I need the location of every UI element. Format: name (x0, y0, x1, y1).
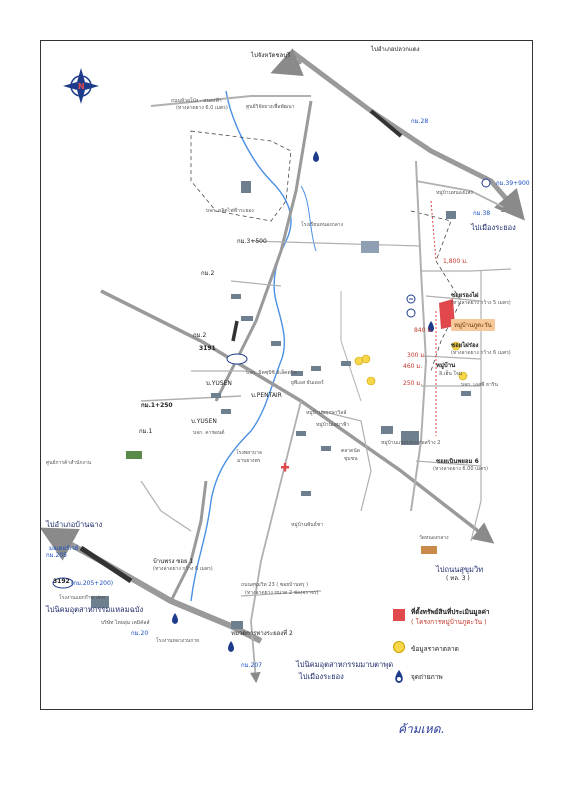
label-village-a: หมู่บ้าน (436, 362, 456, 369)
label-km28: กม.28 (411, 118, 429, 125)
label-km39-900: กม.39+900 (496, 180, 530, 187)
market-dot-3 (362, 355, 370, 363)
label-sukhumvit-num: ( ทล. 3 ) (446, 575, 470, 582)
label-market: ตลาดนัด (341, 448, 361, 454)
label-road-nong-pho: ถนนห้วยโป่ง - หนองฟ้า (171, 98, 222, 104)
highway-main (291, 51, 521, 216)
label-soi-name-1: ซอยรองไผ่ (451, 292, 479, 299)
label-village-e: หมู่บ้านพันธ์ชา (291, 522, 323, 528)
label-nong-kla-school: โรงเรียนหนองกลาง (301, 222, 344, 228)
label-to-rayong-south: ไปเมืองระยอง (299, 672, 344, 681)
legend-photo-point: จุดถ่ายภาพ (411, 673, 443, 681)
label-company-z: บจก. คาชอนต์ (193, 430, 225, 436)
highway-main-cont (276, 61, 301, 71)
fuel-icon-1 (313, 151, 319, 162)
label-km2: กม.2 (201, 270, 215, 277)
label-center-x: ศูนย์การค้าสำนักงาน (46, 460, 92, 466)
road-vert-east (471, 271, 481, 541)
fuel-icon-2 (172, 613, 178, 624)
label-to-sukhumvit: ไปถนนสุขุมวิท (436, 565, 484, 574)
label-km2-lower: กม.2 (193, 332, 207, 339)
photo-point-1 (407, 295, 415, 303)
legend-market-swatch (393, 641, 405, 653)
legend-subject-swatch (393, 609, 405, 621)
label-soi-main-w: (ทางลาดยาง 6.00 เมตร) (433, 466, 488, 472)
subject-tag: หมู่บ้านภูตะวัน (451, 319, 495, 331)
label-village-a2: ลิ.เฮ็น ใจน (439, 371, 463, 377)
label-road-sukhumvit-soi: ถนนสุขุมวิท 23 ( ซอยบ้านพรุ ) (241, 582, 309, 588)
label-village-c: หมู่บ้านพฤกษาวิลล์ (306, 410, 347, 416)
svg-text:N: N (78, 82, 85, 91)
label-km20: กม.20 (131, 630, 149, 637)
legend-subject-sub: ( โครงการหมู่บ้านภูตะวัน ) (411, 618, 487, 626)
compass-icon (63, 68, 99, 104)
legend-photo-icon (392, 669, 406, 685)
label-company-y: ยูพีเอส ธันเดอร์ (291, 380, 324, 386)
motorway-up (171, 481, 206, 601)
label-road-sukhumvit-soi-w: (ทางลาดยาง ขนาด 2 ช่องจราจร) (245, 590, 319, 596)
road-east-2 (421, 269, 511, 271)
label-hospital: โรงพยาบาล (236, 450, 262, 456)
label-to-ban-chang: ไปอำเภอบ้านฉาง (46, 520, 103, 529)
label-soi-name-2: ซอยไผ่ร่อง (451, 342, 479, 349)
label-company-x: บจก. มิตซุบิชิ อิเล็คตริค (246, 370, 297, 376)
label-d-460: 460 ม. (403, 363, 423, 370)
label-hospital2: มาบยางพร (237, 458, 261, 464)
label-village-b: หมู่บ้านแหลมทองก่อสร้าง 2 (381, 440, 441, 446)
label-u-yusen: บ.YUSEN (206, 380, 232, 387)
road-mid-1 (251, 241, 421, 246)
label-company-north: บจก. ผลิตไฟฟ้าระยอง (206, 208, 254, 214)
map-frame (40, 40, 533, 710)
label-village-nongsaeng: หมู่บ้านหนองแสง (436, 190, 473, 196)
photo-point-2 (407, 309, 415, 317)
label-u-yusen2: บ.YUSEN (191, 418, 217, 425)
legend-subject-title: ที่ตั้งทรัพย์สินที่ประเมินมูลค่า (411, 608, 490, 616)
label-nong-bua: หมวดการทางระยองที่ 2 (231, 630, 293, 637)
label-rubber-research: ศูนย์วิจัยยางเพื่อพัฒนา (246, 104, 295, 110)
label-d-250: 250 ม. (403, 380, 423, 387)
label-u-pentair: บ.PENTAIR (251, 392, 282, 399)
label-km38: กม.38 (473, 210, 491, 217)
label-gas-station: โรงงานแยกก๊าซ ปตท. (59, 595, 107, 601)
label-company-pj: บจก. เอสพี ธาริน (461, 382, 498, 388)
label-km3-500: กม.3+500 (237, 238, 267, 245)
label-sb-company: บริษัท ไทยลุ่ม เคมิคัลส์ (101, 620, 150, 626)
label-road-3192: 3192 (53, 578, 70, 585)
label-market2: ชุมชน (344, 456, 358, 462)
label-d-840: 840 ม. (414, 327, 434, 334)
badge-3191 (227, 354, 247, 364)
label-d-300: 300 ม. (407, 352, 427, 359)
road-soi2 (424, 356, 481, 359)
road-west-mid (141, 396, 241, 401)
road-west-local (141, 481, 191, 531)
signature: ค้ามเหด. (398, 722, 445, 736)
label-temple: วัดหนองกลาง (419, 535, 449, 541)
label-factory-south: โรงงานหลวงวนกาย (156, 638, 200, 644)
legend-market-data: ข้อมูลราคาตลาด (411, 645, 459, 653)
label-to-industrial: ไปนิคมอุตสาหกรรมแหลมฉบัง (46, 605, 144, 614)
label-left-road: มอเตอร์เวย์ (49, 545, 79, 552)
label-ban-phrong-w: (ทางลาดยาง กว้าง 6 เมตร) (153, 566, 213, 572)
label-left-km: (กม.205+200) (71, 580, 114, 587)
label-km1-250: กม.1+250 (141, 402, 173, 409)
label-km207: กม.207 (241, 662, 262, 669)
label-left-km2: กม.205 (46, 552, 67, 559)
label-to-chonburi: ไปจังหวัดชลบุรี (251, 52, 291, 59)
label-road-3191: 3191 (199, 345, 216, 352)
label-to-map-ta-phut: ไปนิคมอุตสาหกรรมมาบตาพุด (296, 660, 394, 669)
distance-dashed-2 (431, 201, 436, 261)
label-village-d: หมู่บ้านเสมาฟ้า (316, 422, 350, 428)
label-road-nong-pho-w: (ทางลาดยาง 6.0 เมตร) (176, 105, 228, 111)
label-soi-name-1-w: (ทางลาดยาง กว้าง 5 เมตร) (451, 300, 511, 306)
market-dot-4 (367, 377, 375, 385)
label-ban-phrong: บ้านพรง ซอย 1 (153, 558, 194, 565)
label-to-rayong-east: ไปเมืองระยอง (471, 223, 516, 232)
label-d-1800: 1,800 ม. (443, 258, 468, 265)
label-km1: กม.1 (139, 428, 153, 435)
river-branch (301, 186, 316, 251)
fuel-icon-3 (228, 641, 234, 652)
hospital-icon (281, 463, 289, 472)
photo-point-3 (482, 179, 490, 187)
label-soi-main: ซอยเนินพยอม 6 (436, 458, 479, 465)
label-soi-name-2-w: (ทางลาดยาง กว้าง 6 เมตร) (451, 350, 511, 356)
label-to-pluak-daeng: ไปอำเภอปลวกแดง (371, 46, 420, 53)
road-east-main (411, 161, 426, 511)
road-east-sub (341, 291, 361, 401)
